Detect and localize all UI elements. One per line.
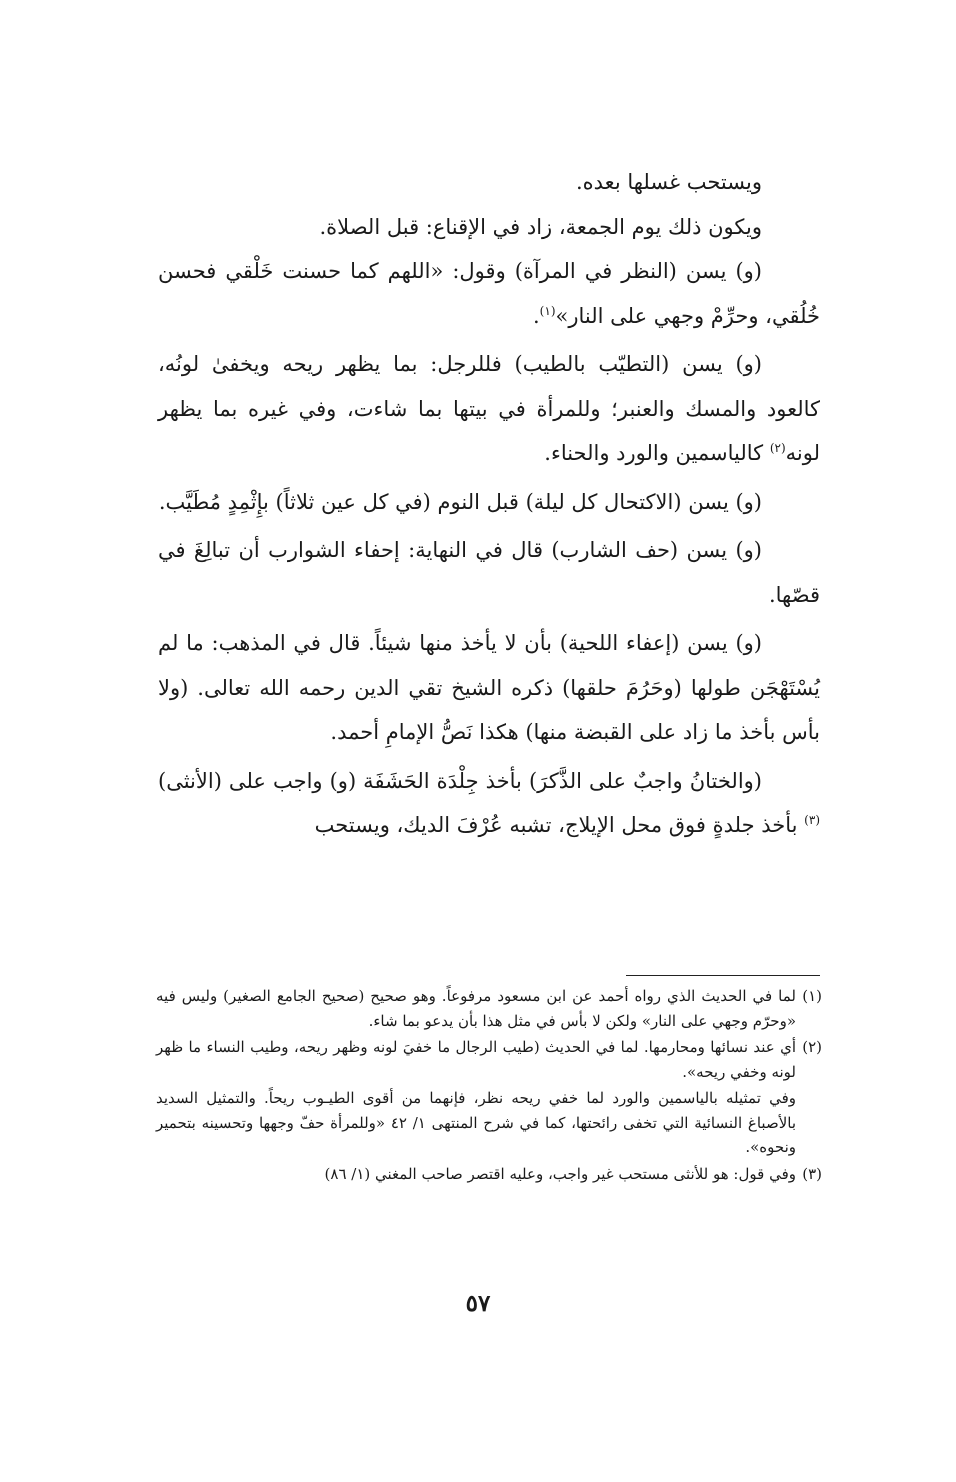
footnote-ref-1: (١) [539, 303, 556, 318]
footnote-2-continuation: وفي تمثيله بالياسمين والورد لما خفي ريحه نظر، فإنهما من أقوى الطيـوب ريحاً. والتمثيل السديد بالأصباغ النسائية التي تخفى رائحتها، كما في شرح المنتهى ١/ ٤٢ «وللمرأة حفّ وجهها وتحسينه بتحمير ونحوه». [156, 1089, 796, 1156]
paragraph-2: ويكون ذلك يوم الجمعة، زاد في الإقناع: قبل الصلاة. [319, 214, 762, 239]
footnote-1-number: (١) [802, 987, 822, 1005]
footnote-1-text: لما في الحديث الذي رواه أحمد عن ابن مسعود مرفوعاً. وهو صحيح (صحيح الجامع الصغير) وليس فيه «وحرّم وجهي على النار» ولكن لا بأس في مثل هذا بأن يدعو بما شاء. [156, 987, 796, 1030]
main-text [158, 160, 820, 848]
paragraph-8-text-a: (والختانُ واجبٌ على الذَّكرَ) بأخذ جِلْدَة الحَشَفَة (و) واجب على (الأنثى) [158, 768, 762, 793]
footnote-separator [626, 975, 820, 976]
footnote-3-number: (٣) [802, 1164, 822, 1183]
paragraph-3 [158, 249, 820, 338]
paragraph-3-end: . [532, 303, 540, 328]
paragraph-4-text-a: (و) يسن (التطيّب بالطيب) فللرجل: بما يظهر ريحه ويخفىٰ لونُه، كالعود والمسك والعنبر؛ وللمرأة في بيتها بما شاءت، وفي غيره بما يظهر لونه [158, 352, 820, 465]
footnote-2-text: أي عند نسائها ومحارمها. لما في الحديث (طيب الرجال ما خفيَ لونه وظهر ريحه، وطيب النساء ما ظهر لونه وخفي ريحه». [156, 1038, 796, 1081]
paragraph-7: (و) يسن (إعفاء اللحية) بأن لا يأخذ منها شيئاً. قال في المذهب: ما لم يُسْتَهْجَن طولها (وحَرُمَ حلقها) ذكره الشيخ تقي الدين رحمه الله تعالى. (ولا بأس بأخذ ما زاد على القبضة منها) هكذا نَصُّ الإمامِ أحمد. [158, 631, 820, 744]
paragraph-6: (و) يسن (حف الشارب) قال في النهاية: إحفاء الشوارب أن تبالِغَ في قصّها. [158, 538, 820, 607]
page-number: ٥٧ [465, 1290, 491, 1317]
paragraph-1: ويستحب غسلها بعده. [575, 170, 762, 194]
footnote-2 [156, 1035, 822, 1084]
paragraph-3-text: (و) يسن (النظر في المرآة) وقول: «اللهم كما حسنت خَلْقي فحسن خُلُقي، وحرِّمْ وجهي على النار» [158, 259, 820, 328]
footnote-ref-3: (٣) [804, 813, 820, 827]
footnote-2-number: (٢) [802, 1038, 822, 1056]
footnote-ref-2: (٢) [769, 441, 786, 455]
footnote-3-text: وفي قول: هو للأنثى مستحب غير واجب، وعليه اقتصر صاحب المغني (١/ ٨٦) [324, 1164, 796, 1183]
paragraph-4-text-b: كالياسمين والورد والحناء. [544, 441, 770, 465]
footnote-3 [156, 1162, 822, 1187]
paragraph-8-text-b: بأخذ جلدةٍ فوق محل الإيلاج، تشبه عُرْفَ الديك، ويستحب [314, 813, 805, 837]
paragraph-5: (و) يسن (الاكتحال كل ليلة) قبل النوم (في كل عين ثلاثاً) بإِثْمِدٍ مُطَيَّب. [158, 489, 762, 514]
footnote-1 [156, 984, 822, 1033]
footnotes [156, 984, 822, 1188]
paragraph-4 [158, 342, 820, 476]
paragraph-8 [158, 759, 820, 848]
